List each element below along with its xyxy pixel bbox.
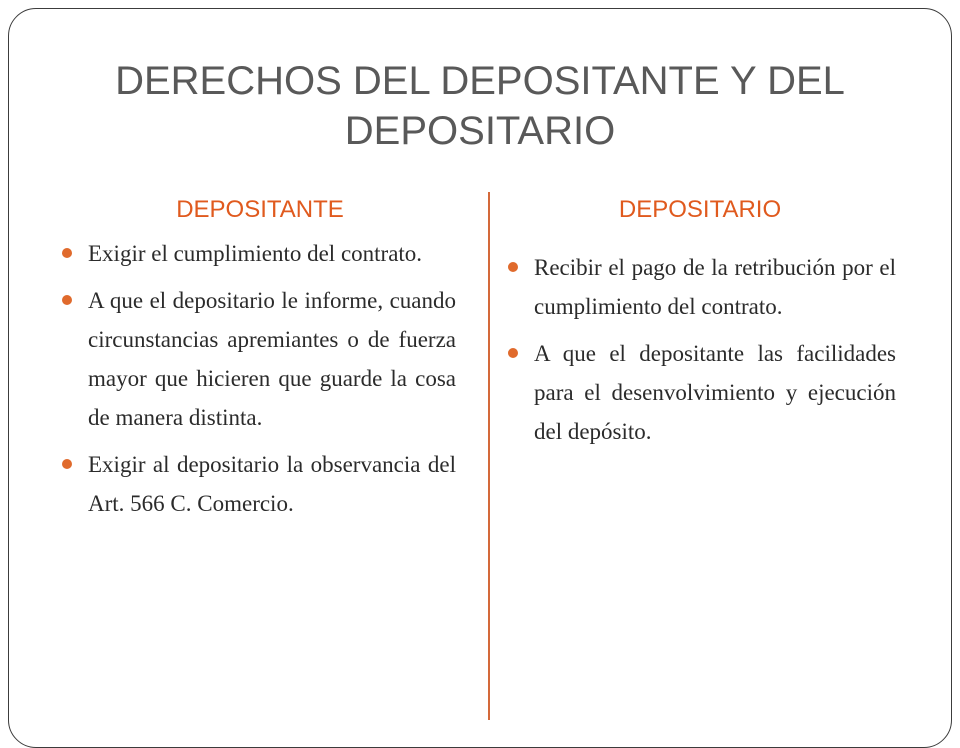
list-item-text: A que el depositante las facilidades para el desenvolvimiento y ejecución del depósito. — [534, 341, 896, 444]
list-item — [506, 248, 896, 326]
bullet-icon — [508, 348, 518, 358]
slide-title: DERECHOS DEL DEPOSITANTE Y DEL DEPOSITARIO — [115, 59, 845, 153]
list-item — [60, 234, 456, 273]
bullet-icon — [508, 262, 518, 272]
list-item-text: Recibir el pago de la retribución por el cumplimiento del contrato. — [534, 255, 896, 319]
list-item-text: Exigir al depositario la observancia del Art. 566 C. Comercio. — [88, 452, 456, 516]
column-heading-depositario: DEPOSITARIO — [618, 196, 782, 223]
list-item-text: A que el depositario le informe, cuando circunstancias apremiantes o de fuerza mayor que hicieren que guarde la cosa de manera distinta. — [88, 288, 456, 430]
list-item — [60, 445, 456, 523]
bullet-icon — [62, 459, 72, 469]
depositario-rights-list — [506, 248, 896, 459]
column-divider — [488, 192, 490, 720]
depositante-rights-list — [60, 234, 456, 531]
list-item-text: Exigir el cumplimiento del contrato. — [88, 241, 423, 266]
bullet-icon — [62, 248, 72, 258]
bullet-icon — [62, 295, 72, 305]
list-item — [60, 281, 456, 437]
column-heading-depositante: DEPOSITANTE — [176, 196, 344, 223]
list-item — [506, 334, 896, 451]
